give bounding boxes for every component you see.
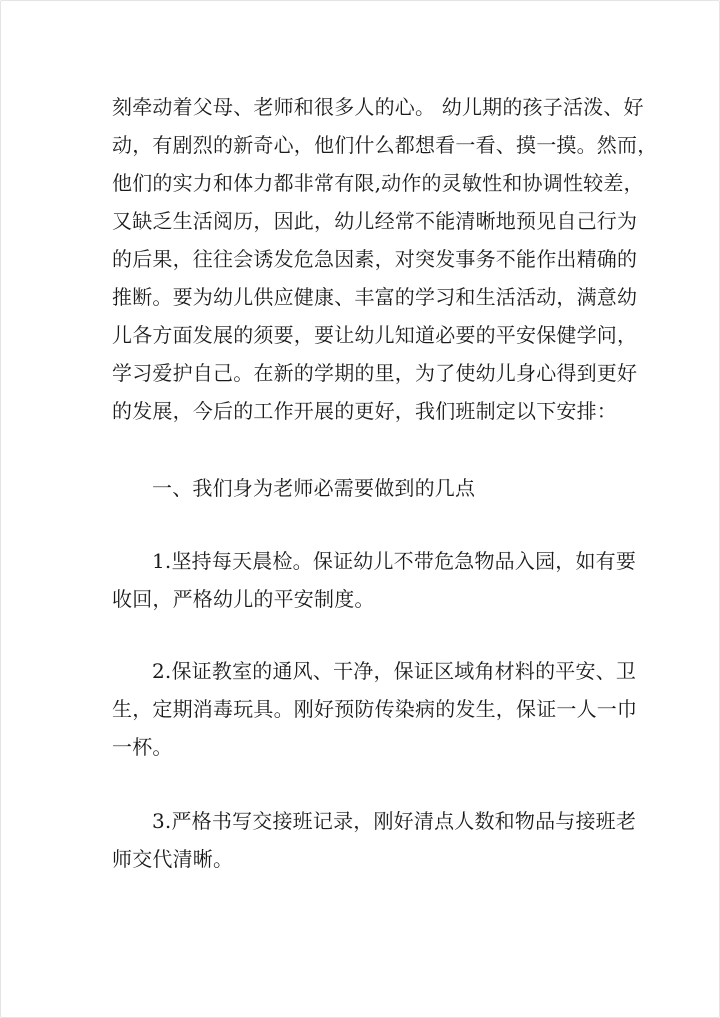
- text-line: 学习爱护自己。在新的学期的里，为了使幼儿身心得到更好: [112, 361, 638, 385]
- text-line: 的发展，今后的工作开展的更好，我们班制定以下安排：: [112, 399, 617, 423]
- text-line: 师交代清晰。: [112, 847, 234, 871]
- text-line: 生，定期消毒玩具。刚好预防传染病的发生，保证一人一巾: [112, 697, 638, 721]
- intro-paragraph: [112, 88, 658, 430]
- heading-line: 一、我们身为老师必需要做到的几点: [152, 476, 476, 500]
- text-line: 动，有剧烈的新奇心，他们什么都想看一看、摸一摸。然而，: [112, 133, 658, 157]
- item-2-paragraph: [112, 652, 638, 766]
- text-line: 收回，严格幼儿的平安制度。: [112, 587, 375, 611]
- text-line: 的后果，往往会诱发危急因素，对突发事务不能作出精确的: [112, 247, 638, 271]
- text-line: 一杯。: [112, 735, 173, 759]
- text-line: 3.严格书写交接班记录，刚好清点人数和物品与接班老: [152, 809, 637, 833]
- text-line: 儿各方面发展的须要，要让幼儿知道必要的平安保健学问，: [112, 323, 638, 347]
- text-line: 2.保证教室的通风、干净，保证区域角材料的平安、卫: [152, 659, 637, 683]
- section-heading: [112, 469, 612, 507]
- text-line: 刻牵动着父母、老师和很多人的心。 幼儿期的孩子活泼、好: [112, 95, 644, 119]
- item-1-paragraph: [112, 542, 637, 618]
- text-line: 他们的实力和体力都非常有限,动作的灵敏性和协调性较差，: [112, 171, 644, 195]
- text-line: 又缺乏生活阅历，因此，幼儿经常不能清晰地预见自己行为: [112, 209, 638, 233]
- item-3-paragraph: [112, 802, 637, 878]
- text-line: 1.坚持每天晨检。保证幼儿不带危急物品入园，如有要: [152, 549, 637, 573]
- text-line: 推断。要为幼儿供应健康、丰富的学习和生活活动，满意幼: [112, 285, 638, 309]
